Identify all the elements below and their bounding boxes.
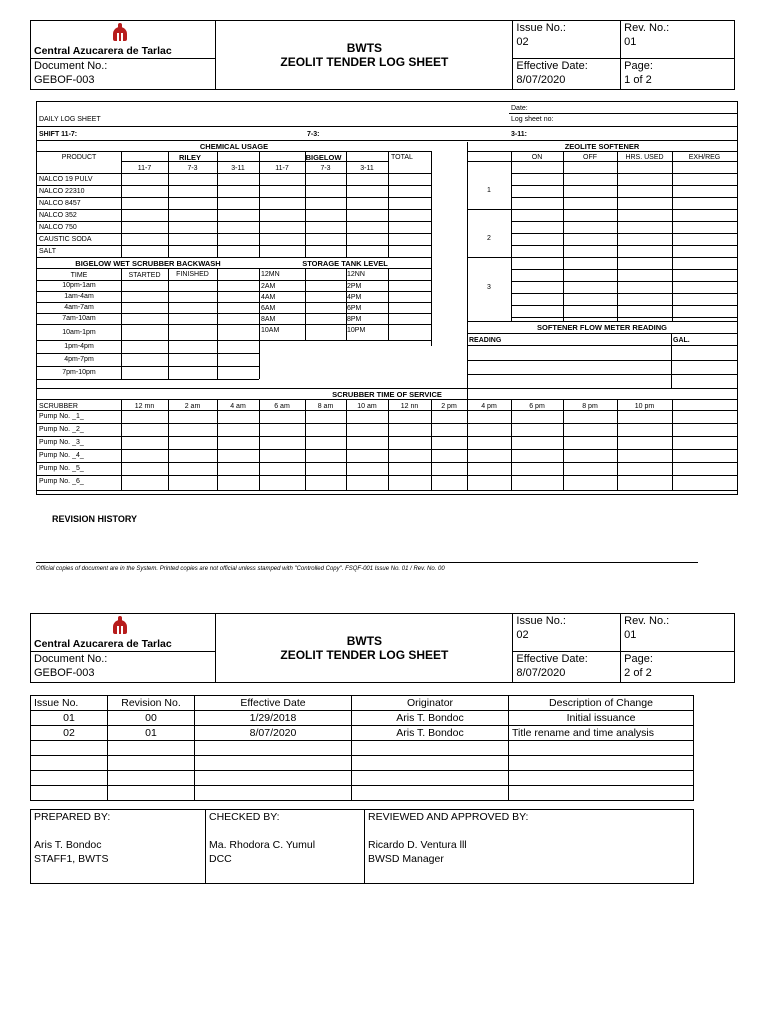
title-log-sheet: ZEOLIT TENDER LOG SHEET bbox=[280, 55, 449, 69]
grid-line bbox=[617, 399, 618, 490]
zeolite-col-header: OFF bbox=[583, 154, 597, 161]
issue-cell bbox=[513, 614, 621, 652]
rev-cell: 00 bbox=[108, 711, 195, 726]
revision-history-heading: REVISION HISTORY bbox=[52, 514, 138, 524]
checked-label: CHECKED BY: bbox=[209, 811, 280, 823]
rev-cell: Title rename and time analysis bbox=[509, 726, 694, 741]
page-cell bbox=[621, 652, 735, 683]
grid-line bbox=[467, 360, 737, 361]
rev-cell: Aris T. Bondoc bbox=[352, 711, 509, 726]
grid-line bbox=[431, 151, 432, 346]
reviewed-label: REVIEWED AND APPROVED BY: bbox=[368, 811, 529, 823]
rev-label: Rev. No.: bbox=[624, 615, 670, 627]
grid-line bbox=[259, 291, 431, 292]
grid-line bbox=[467, 374, 737, 375]
grid-line bbox=[37, 388, 737, 389]
company-logo-icon bbox=[109, 614, 131, 636]
time-row-label: 7pm-10pm bbox=[62, 369, 96, 376]
footer-note: Official copies of document are in the System. Printed copies are not official unless stamped with "Controlled Copy". FSQF-001 Issue No. 01 / Rev. No. 00 bbox=[36, 566, 445, 572]
grid-line bbox=[259, 399, 260, 490]
rev-value: 01 bbox=[624, 629, 637, 641]
grid-line bbox=[467, 333, 737, 334]
time-row-label: 10pm-1am bbox=[62, 282, 96, 289]
riley-header: RILEY bbox=[178, 153, 202, 162]
grid-line bbox=[259, 151, 260, 257]
table-row bbox=[31, 756, 694, 771]
effdate-value: 8/07/2020 bbox=[516, 74, 566, 86]
grid-line bbox=[467, 151, 737, 152]
issue-value: 02 bbox=[516, 36, 529, 48]
scrubber-time-header: 2 am bbox=[184, 403, 201, 410]
grid-line bbox=[511, 221, 737, 222]
grid-line bbox=[305, 399, 306, 490]
scrubber-service-title: SCRUBBER TIME OF SERVICE bbox=[332, 390, 442, 399]
finished-header: FINISHED bbox=[176, 271, 209, 278]
grid-line bbox=[672, 399, 673, 490]
time-row-label: 4am-7am bbox=[64, 304, 94, 311]
grid-line bbox=[346, 151, 347, 257]
grid-line bbox=[259, 268, 431, 269]
footer-divider bbox=[36, 562, 698, 563]
tank-time-label: 2PM bbox=[347, 283, 362, 290]
storage-tank-title: STORAGE TANK LEVEL bbox=[302, 259, 388, 268]
page-value: 1 of 2 bbox=[624, 74, 652, 86]
grid-line bbox=[305, 151, 306, 257]
rev-cell: Aris T. Bondoc bbox=[352, 726, 509, 741]
grid-line bbox=[511, 173, 737, 174]
grid-line bbox=[511, 399, 512, 490]
rev-cell bbox=[621, 21, 735, 59]
grid-line bbox=[671, 333, 672, 388]
title-log-sheet: ZEOLIT TENDER LOG SHEET bbox=[280, 648, 449, 662]
time-row-label: 1pm-4pm bbox=[64, 343, 94, 350]
docno-value: GEBOF-003 bbox=[34, 74, 95, 86]
issue-label: Issue No.: bbox=[516, 615, 566, 627]
grid-line bbox=[37, 324, 259, 325]
prepared-label: PREPARED BY: bbox=[34, 811, 111, 823]
scrubber-time-header: 12 mn bbox=[134, 403, 155, 410]
grid-line bbox=[467, 321, 737, 322]
checked-cell bbox=[206, 810, 365, 884]
time-row-label: 1am-4am bbox=[64, 293, 94, 300]
docno-label: Document No.: bbox=[34, 653, 108, 665]
rev-value: 01 bbox=[624, 36, 637, 48]
rev-cell: 01 bbox=[31, 711, 108, 726]
grid-line bbox=[121, 399, 122, 490]
table-row bbox=[31, 711, 694, 726]
grid-line bbox=[37, 151, 431, 152]
time-row-label: 4pm-7pm bbox=[64, 356, 94, 363]
grid-line bbox=[617, 151, 618, 321]
pump-row-label: Pump No. _2_ bbox=[39, 426, 84, 433]
prepared-name: Aris T. Bondoc bbox=[34, 839, 102, 851]
grid-line bbox=[511, 185, 737, 186]
chemical-row-label: CAUSTIC SODA bbox=[39, 236, 92, 243]
grid-line bbox=[672, 151, 673, 321]
rev-header-originator: Originator bbox=[352, 696, 509, 711]
grid-line bbox=[37, 436, 737, 437]
table-row bbox=[31, 741, 694, 756]
grid-line bbox=[511, 197, 737, 198]
page-label: Page: bbox=[624, 60, 653, 72]
grid-line bbox=[511, 305, 737, 306]
time-header: TIME bbox=[70, 272, 88, 279]
effdate-label: Effective Date: bbox=[516, 653, 588, 665]
rev-cell: 01 bbox=[108, 726, 195, 741]
grid-line bbox=[511, 281, 737, 282]
date-label: Date: bbox=[511, 105, 528, 112]
tank-time-label: 12NN bbox=[347, 271, 365, 278]
grid-line bbox=[511, 293, 737, 294]
company-name: Central Azucarera de Tarlac bbox=[34, 638, 172, 650]
scrubber-time-header: 12 nn bbox=[400, 403, 419, 410]
issue-cell bbox=[513, 21, 621, 59]
issue-label: Issue No.: bbox=[516, 22, 566, 34]
rev-header-description: Description of Change bbox=[509, 696, 694, 711]
prepared-cell bbox=[31, 810, 206, 884]
rev-cell bbox=[621, 614, 735, 652]
grid-line bbox=[259, 340, 431, 341]
grid-line bbox=[563, 399, 564, 490]
scrubber-time-header: 4 pm bbox=[481, 403, 497, 410]
time-row-label: 10am-1pm bbox=[62, 328, 96, 336]
grid-line bbox=[37, 245, 431, 246]
grid-line bbox=[511, 269, 737, 270]
bigelow-header: BIGELOW bbox=[305, 153, 342, 162]
grid-line bbox=[259, 324, 431, 325]
scrubber-time-header: 10 pm bbox=[634, 403, 655, 410]
effdate-cell bbox=[513, 652, 621, 683]
scrubber-time-header: 8 pm bbox=[582, 403, 598, 410]
grid-line bbox=[305, 268, 306, 340]
grid-line bbox=[37, 490, 737, 491]
zeolite-softener-title: ZEOLITE SOFTENER bbox=[564, 142, 640, 151]
scrubber-time-header: 8 am bbox=[317, 403, 334, 410]
shift-col-header: 11-7 bbox=[275, 165, 289, 172]
grid-line bbox=[37, 462, 737, 463]
table-row bbox=[31, 771, 694, 786]
table-row bbox=[31, 786, 694, 801]
pump-row-label: Pump No. _5_ bbox=[39, 465, 84, 472]
shift-col-header: 7-3 bbox=[187, 165, 198, 172]
grid-line bbox=[217, 399, 218, 490]
chemical-row-label: NALCO 19 PULV bbox=[39, 176, 93, 183]
effdate-cell bbox=[513, 59, 621, 90]
flow-meter-title: SOFTENER FLOW METER READING bbox=[537, 323, 667, 332]
effdate-value: 8/07/2020 bbox=[516, 667, 566, 679]
grid-line bbox=[259, 280, 431, 281]
company-name: Central Azucarera de Tarlac bbox=[34, 45, 172, 57]
grid-line bbox=[37, 449, 737, 450]
zeolite-col-header: HRS. USED bbox=[625, 154, 664, 161]
grid-line bbox=[37, 257, 431, 258]
shift-7-3-label: 7-3: bbox=[307, 131, 320, 138]
page-label: Page: bbox=[624, 653, 653, 665]
company-logo-icon bbox=[109, 21, 131, 43]
tank-time-label: 2AM bbox=[261, 283, 276, 290]
grid-line bbox=[37, 185, 431, 186]
page-cell bbox=[621, 59, 735, 90]
tank-time-label: 12MN bbox=[261, 271, 280, 278]
grid-line bbox=[37, 233, 431, 234]
log-sheet-form bbox=[36, 101, 738, 495]
grid-line bbox=[121, 161, 388, 162]
grid-line bbox=[37, 197, 431, 198]
header-divider bbox=[37, 126, 737, 127]
page-value: 2 of 2 bbox=[624, 667, 652, 679]
zeolite-unit-label: 2 bbox=[487, 235, 491, 242]
scrubber-time-header: 6 am bbox=[274, 403, 290, 410]
shift-col-header: 11-7 bbox=[137, 165, 152, 172]
product-header: PRODUCT bbox=[61, 154, 97, 161]
started-header: STARTED bbox=[128, 272, 161, 279]
shift-3-11-label: 3-11: bbox=[511, 131, 527, 138]
grid-line bbox=[467, 399, 468, 490]
zeolite-col-header: EXH/REG bbox=[688, 154, 721, 161]
zeolite-unit-label: 3 bbox=[487, 284, 491, 291]
table-row bbox=[31, 726, 694, 741]
grid-line bbox=[467, 161, 737, 162]
docno-cell bbox=[31, 652, 216, 683]
rev-header-date: Effective Date bbox=[195, 696, 352, 711]
shift-col-header: 3-11 bbox=[231, 165, 245, 172]
grid-line bbox=[467, 209, 737, 210]
date-line bbox=[509, 113, 737, 114]
grid-line bbox=[259, 302, 431, 303]
grid-line bbox=[168, 151, 169, 257]
grid-line bbox=[346, 268, 347, 340]
grid-line bbox=[37, 410, 737, 411]
grid-line bbox=[37, 353, 259, 354]
tank-time-label: 4AM bbox=[261, 294, 276, 301]
checked-title: DCC bbox=[209, 853, 232, 865]
effdate-label: Effective Date: bbox=[516, 60, 588, 72]
grid-line bbox=[388, 268, 389, 340]
grid-line bbox=[511, 245, 737, 246]
company-cell bbox=[31, 21, 216, 59]
grid-line bbox=[511, 233, 737, 234]
chemical-row-label: NALCO 22310 bbox=[39, 188, 85, 195]
reviewed-cell bbox=[365, 810, 694, 884]
doc-header-page1 bbox=[30, 20, 735, 90]
pump-row-label: Pump No. _4_ bbox=[39, 452, 84, 459]
tank-time-label: 8PM bbox=[347, 316, 362, 323]
grid-line bbox=[37, 379, 259, 380]
time-row-label: 7am-10am bbox=[62, 315, 96, 322]
rev-cell: 02 bbox=[31, 726, 108, 741]
total-header: TOTAL bbox=[391, 154, 413, 161]
grid-line bbox=[37, 221, 431, 222]
tank-time-label: 4PM bbox=[347, 294, 362, 301]
reviewed-title: BWSD Manager bbox=[368, 853, 444, 865]
tank-time-label: 10PM bbox=[347, 327, 366, 334]
signature-table bbox=[30, 809, 694, 884]
daily-log-label: DAILY LOG SHEET bbox=[39, 116, 101, 123]
scrubber-time-header: 6 pm bbox=[529, 403, 545, 410]
pump-row-label: Pump No. _3_ bbox=[39, 439, 84, 446]
chemical-row-label: NALCO 750 bbox=[39, 224, 77, 231]
grid-line bbox=[37, 340, 259, 341]
title-cell bbox=[216, 614, 513, 683]
rev-header-issue: Issue No. bbox=[31, 696, 108, 711]
grid-line bbox=[511, 151, 512, 321]
logsheet-no-label: Log sheet no: bbox=[511, 116, 554, 123]
grid-line bbox=[37, 173, 431, 174]
scrubber-time-header: 10 am bbox=[357, 403, 377, 410]
grid-line bbox=[168, 399, 169, 490]
shift-col-header: 3-11 bbox=[360, 165, 374, 172]
grid-line bbox=[121, 151, 122, 257]
grid-line bbox=[217, 151, 218, 257]
chemical-row-label: SALT bbox=[39, 248, 56, 255]
rev-cell: 1/29/2018 bbox=[195, 711, 352, 726]
pump-row-label: Pump No. _1_ bbox=[39, 413, 84, 420]
tank-time-label: 6PM bbox=[347, 305, 362, 312]
tank-time-label: 10AM bbox=[261, 327, 280, 334]
doc-header-page2 bbox=[30, 613, 735, 683]
scrubber-header: SCRUBBER bbox=[39, 403, 78, 410]
chemical-usage-title: CHEMICAL USAGE bbox=[199, 142, 269, 151]
pump-row-label: Pump No. _6_ bbox=[39, 478, 84, 485]
chemical-row-label: NALCO 352 bbox=[39, 212, 77, 219]
rev-header-revision: Revision No. bbox=[108, 696, 195, 711]
shift-col-header: 7-3 bbox=[320, 165, 331, 172]
prepared-title: STAFF1, BWTS bbox=[34, 853, 109, 865]
rev-cell: 8/07/2020 bbox=[195, 726, 352, 741]
title-bwts: BWTS bbox=[346, 634, 383, 648]
grid-line bbox=[346, 399, 347, 490]
title-bwts: BWTS bbox=[346, 41, 383, 55]
zeolite-unit-label: 1 bbox=[487, 187, 491, 194]
checked-name: Ma. Rhodora C. Yumul bbox=[209, 839, 316, 851]
grid-line bbox=[467, 345, 737, 346]
grid-line bbox=[388, 399, 389, 490]
grid-line bbox=[37, 399, 737, 400]
chemical-row-label: NALCO 8457 bbox=[39, 200, 81, 207]
gal-header: GAL. bbox=[673, 337, 690, 344]
grid-line bbox=[37, 366, 259, 367]
grid-line bbox=[431, 399, 432, 490]
grid-line bbox=[37, 209, 431, 210]
grid-line bbox=[121, 268, 122, 379]
grid-line bbox=[37, 475, 737, 476]
shift-divider bbox=[37, 140, 737, 141]
docno-cell bbox=[31, 59, 216, 90]
grid-line bbox=[37, 423, 737, 424]
tank-time-label: 6AM bbox=[261, 305, 276, 312]
shift-11-7-label: SHIFT 11-7: bbox=[39, 131, 78, 138]
tank-time-label: 8AM bbox=[261, 316, 276, 323]
scrubber-time-header: 4 am bbox=[230, 403, 246, 410]
docno-value: GEBOF-003 bbox=[34, 667, 95, 679]
grid-line bbox=[563, 151, 564, 321]
scrubber-time-header: 2 pm bbox=[441, 403, 457, 410]
title-cell bbox=[216, 21, 513, 90]
company-cell bbox=[31, 614, 216, 652]
grid-line bbox=[217, 268, 218, 379]
reading-header: READING bbox=[469, 337, 502, 344]
grid-line bbox=[511, 317, 737, 318]
rev-label: Rev. No.: bbox=[624, 22, 670, 34]
docno-label: Document No.: bbox=[34, 60, 108, 72]
zeolite-col-header: ON bbox=[531, 154, 543, 161]
grid-line bbox=[168, 268, 169, 379]
grid-line bbox=[259, 313, 431, 314]
backwash-title: BIGELOW WET SCRUBBER BACKWASH bbox=[75, 259, 221, 268]
issue-value: 02 bbox=[516, 629, 529, 641]
reviewed-name: Ricardo D. Ventura lll bbox=[368, 839, 467, 851]
rev-cell: Initial issuance bbox=[509, 711, 694, 726]
revision-table bbox=[30, 695, 694, 801]
grid-line bbox=[388, 151, 389, 257]
grid-line bbox=[467, 257, 737, 258]
